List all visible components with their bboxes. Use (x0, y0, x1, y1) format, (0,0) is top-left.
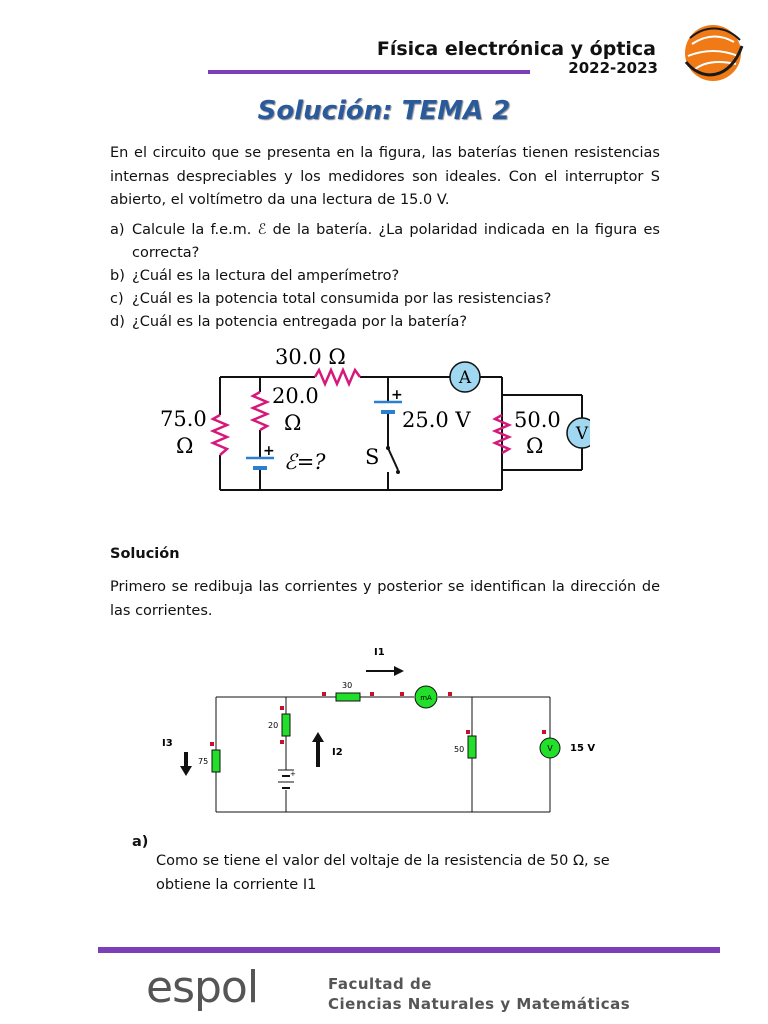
label-voltmeter: V (547, 744, 553, 753)
label-ammeter: mA (420, 694, 432, 702)
label-r20-value: 20.0 (272, 384, 319, 408)
solution-heading: Solución (110, 546, 180, 562)
label-i1: I1 (374, 647, 385, 658)
part-a-text: Como se tiene el valor del voltaje de la resistencia de 50 Ω, se obtiene la corriente I1 (156, 853, 610, 893)
question-item: b) ¿Cuál es la lectura del amperímetro? (110, 268, 400, 284)
resistor-20 (253, 392, 267, 430)
label-voltmeter: V (575, 424, 589, 444)
course-title: Física electrónica y óptica (376, 38, 656, 60)
resistor-75 (212, 750, 220, 772)
label-25v: 25.0 V (402, 408, 471, 432)
arrow-i1-icon (366, 666, 404, 676)
plus-25v: + (391, 387, 403, 403)
battery-emf (246, 458, 274, 468)
label-r20: 20 (268, 721, 279, 730)
problem-statement: En el circuito que se presenta en la figura, las baterías tienen resistencias internas despreciables y los medidores son ideales. Con el interruptor S abierto, el voltímetro da una lectura de 15.0 V. (110, 145, 660, 208)
label-emf: ℰ=? (284, 450, 326, 474)
label-r30: 30 (342, 681, 353, 690)
circuit-diagram-currents (150, 640, 610, 820)
svg-text:espol: espol (146, 962, 259, 1013)
question-item: c) ¿Cuál es la potencia total consumida por las resistencias? (110, 291, 552, 307)
plus-emf: + (263, 443, 275, 459)
institution-logo-icon (682, 22, 744, 84)
label-ammeter: A (458, 368, 472, 388)
question-item: d) ¿Cuál es la potencia entregada por la batería? (110, 314, 468, 330)
resistor-75 (213, 415, 227, 455)
circuit-diagram-original (150, 340, 590, 500)
label-r75: 75 (198, 757, 209, 766)
resistor-30 (336, 693, 360, 701)
solution-text: Primero se redibuja las corrientes y posterior se identifican la dirección de las corrientes. (110, 579, 660, 619)
resistor-50 (468, 736, 476, 758)
resistor-30 (315, 370, 360, 384)
label-r75-unit: Ω (176, 434, 194, 458)
label-r50: 50 (454, 745, 465, 754)
header-divider (208, 70, 530, 74)
plus-battery: + (290, 770, 296, 778)
label-r50-unit: Ω (526, 434, 544, 458)
label-r75-value: 75.0 (160, 407, 207, 431)
part-a-label: a) (132, 834, 149, 850)
arrow-i3-icon (180, 752, 192, 776)
espol-logo (146, 960, 306, 1020)
question-list (110, 219, 660, 334)
arrow-i2-icon (312, 732, 324, 767)
label-r50-value: 50.0 (514, 408, 561, 432)
faculty-name: Facultad de Ciencias Naturales y Matemáticas (328, 975, 631, 1013)
question-item: a) Calcule la f.e.m. ℰ de la batería. ¿La polaridad indicada en la figura es correcta? (110, 222, 660, 261)
page-title: Solución: TEMA 2 (257, 96, 511, 126)
label-r30: 30.0 Ω (275, 345, 346, 369)
resistor-20 (282, 714, 290, 736)
label-r20-unit: Ω (284, 411, 302, 435)
resistor-50 (495, 415, 509, 453)
label-voltmeter-reading: 15 V (570, 743, 596, 754)
label-switch: S (365, 445, 380, 469)
academic-years: 2022-2023 (568, 59, 658, 77)
label-i3: I3 (162, 738, 173, 749)
battery-25v (374, 402, 402, 412)
footer-divider (98, 947, 720, 953)
label-i2: I2 (332, 747, 343, 758)
